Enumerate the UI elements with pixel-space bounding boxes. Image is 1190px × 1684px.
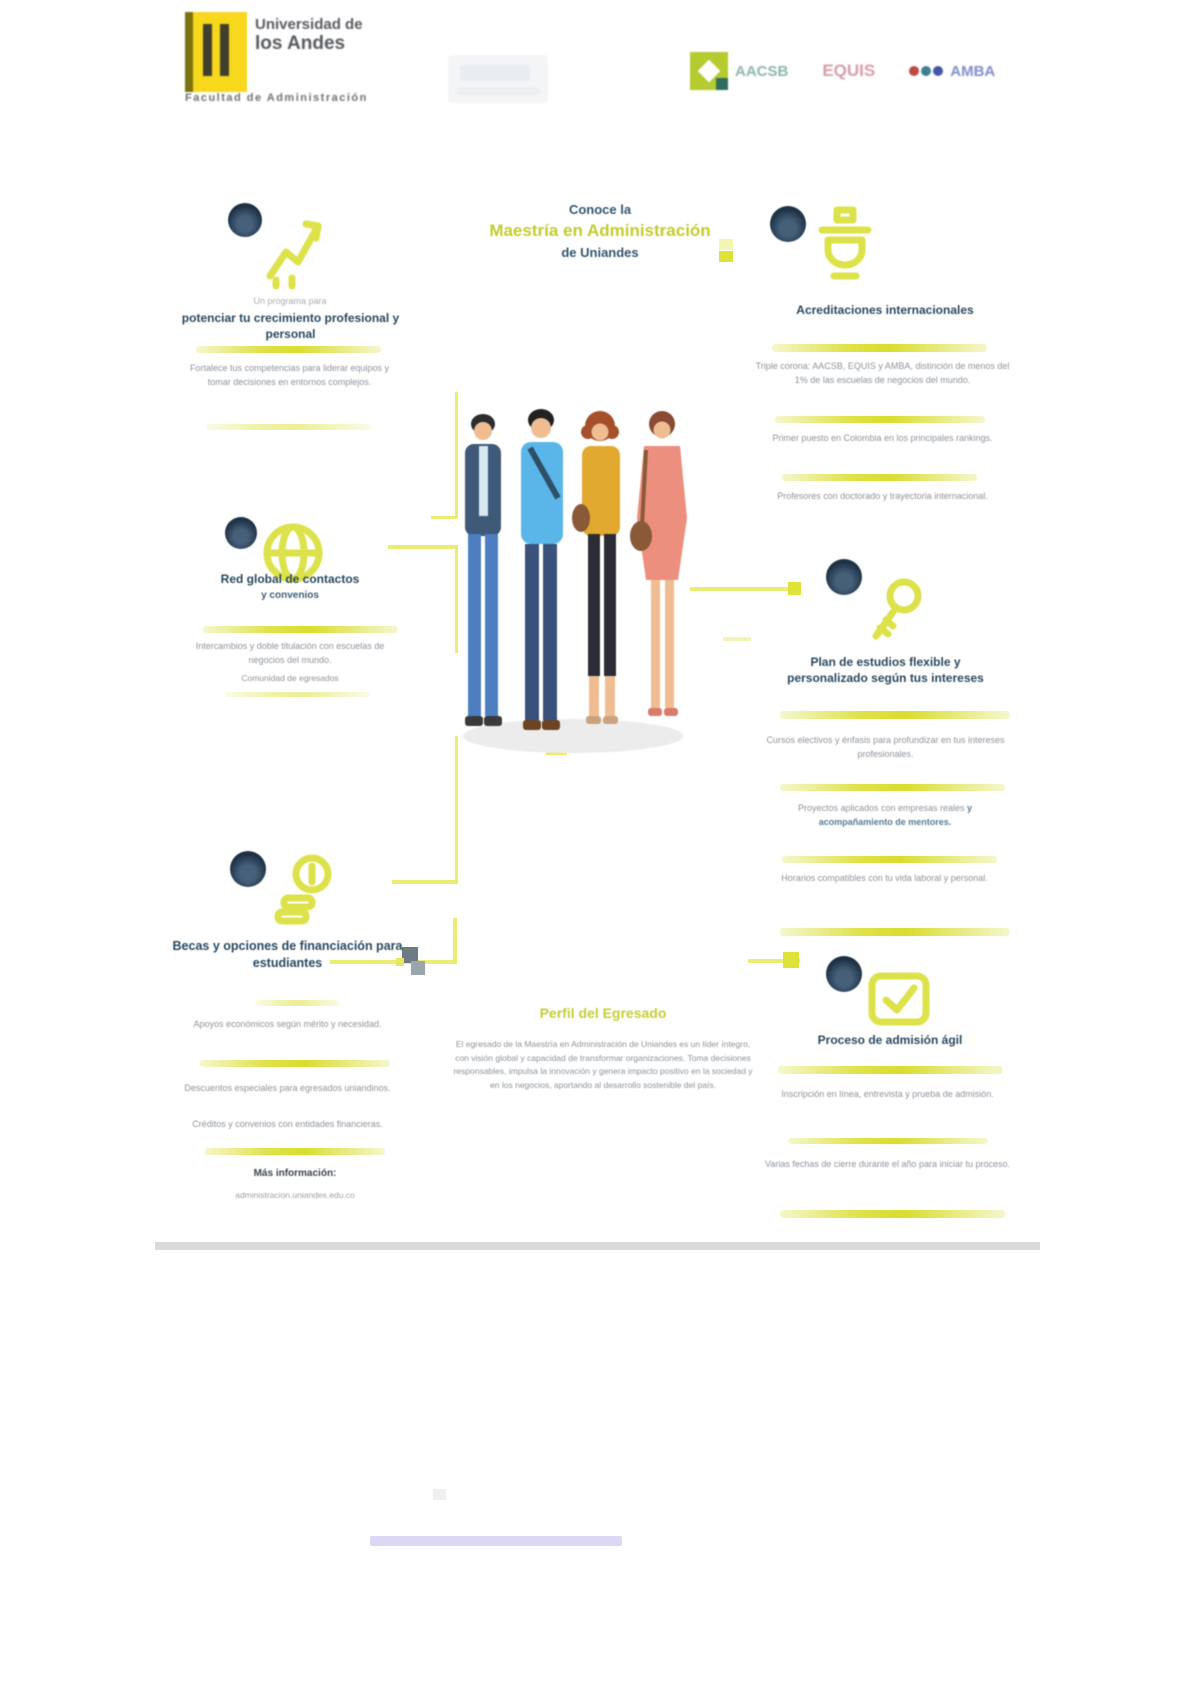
section-kicker: Un programa para: [253, 296, 327, 306]
more-info-url[interactable]: administracion.uniandes.edu.co: [235, 1190, 355, 1200]
section-body: Varias fechas de cierre durante el año para iniciar tu proceso.: [765, 1159, 1010, 1169]
coins-icon: [268, 850, 338, 928]
title-line1: Conoce la: [568, 202, 632, 217]
section-body: [760, 802, 1010, 829]
divider: [780, 928, 1010, 936]
divider: [780, 784, 1005, 791]
section-body: Horarios compatibles con tu vida laboral y personal.: [781, 873, 988, 883]
connector-line: [723, 637, 751, 641]
section-dot-icon: [230, 851, 266, 887]
section-subtitle: y convenios: [261, 590, 319, 601]
university-name: [255, 12, 363, 55]
amba-icon: [909, 66, 943, 76]
section-title: potenciar tu crecimiento profesional y personal: [181, 311, 400, 342]
divider: [775, 416, 985, 423]
section-body: Créditos y convenios con entidades financieras.: [192, 1119, 383, 1129]
checklist-icon: [866, 968, 934, 1030]
divider: [788, 1138, 988, 1144]
graduate-profile-heading: Perfil del Egresado: [539, 1005, 667, 1021]
uniandes-logo-mark: [185, 12, 247, 92]
section-body-highlight: y acompañamiento de mentores.: [818, 803, 973, 827]
aacsb-logo: [690, 52, 788, 90]
section-dot-icon: [770, 206, 806, 242]
section-body: Profesores con doctorado y trayectoria internacional.: [777, 491, 988, 501]
award-icon: [810, 204, 880, 296]
aacsb-icon: [690, 52, 728, 90]
divider: [255, 1000, 340, 1006]
connector-stub: [719, 251, 733, 262]
divider: [225, 692, 370, 697]
equis-label: EQUIS: [822, 61, 876, 80]
connector-line: [453, 918, 457, 962]
divider: [772, 344, 987, 352]
aacsb-label: AACSB: [735, 62, 789, 80]
graduate-profile-body: El egresado de la Maestría en Administración de Uniandes es un líder íntegro, con visión global y capacidad de transformar organizaciones. Toma decisiones responsables, impulsa la innovación y genera impacto positivo en la sociedad y en los negocios, aportando al desarrollo sostenible del país.: [453, 1039, 753, 1090]
section-title: Acreditaciones internacionales: [796, 303, 974, 317]
divider: [200, 1060, 390, 1067]
section-body: Inscripción en línea, entrevista y prueba de admisión.: [781, 1089, 994, 1099]
divider: [782, 856, 997, 863]
amba-logo: [909, 63, 995, 80]
growth-chart-icon: [262, 206, 328, 290]
faint-mark: [433, 1489, 446, 1500]
divider: [203, 626, 398, 633]
divider: [205, 1148, 385, 1155]
divider: [206, 424, 371, 430]
university-name-line1: Universidad de: [255, 16, 363, 33]
connector-stub: [719, 239, 733, 250]
section-body: Intercambios y doble titulación con escuelas de negocios del mundo.: [195, 641, 385, 665]
section-body: Comunidad de egresados: [241, 673, 339, 683]
footer-rule: [155, 1242, 1040, 1250]
uniandes-logo: [185, 12, 400, 92]
section-body: Fortalece tus competencias para liderar equipos y tomar decisiones en entornos complejos.: [189, 363, 390, 387]
section-body: Descuentos especiales para egresados uniandinos.: [184, 1083, 391, 1093]
amba-label: AMBA: [950, 62, 996, 80]
section-dot-icon: [225, 517, 257, 549]
more-info-label: Más información:: [253, 1168, 337, 1179]
equis-logo: [822, 61, 875, 81]
footer-link-bar[interactable]: [370, 1536, 622, 1546]
divider: [782, 474, 977, 481]
section-body: Cursos electivos y énfasis para profundizar en tus intereses profesionales.: [766, 735, 1005, 759]
connector-arrowhead: [788, 582, 801, 595]
section-title: Plan de estudios flexible y personalizado según tus intereses: [787, 655, 984, 686]
title-line3: de Uniandes: [561, 245, 639, 260]
section-dot-icon: [826, 956, 862, 992]
connector-arrowhead: [783, 952, 799, 968]
section-title: Red global de contactos: [220, 572, 360, 586]
divider: [780, 711, 1010, 719]
section-dot-icon: [228, 203, 262, 237]
section-body: Primer puesto en Colombia en los principales rankings.: [772, 433, 993, 443]
section-title: Proceso de admisión ágil: [817, 1033, 963, 1047]
divider: [780, 1210, 1005, 1218]
section-dot-icon: [826, 559, 862, 595]
university-name-line2: los Andes: [255, 33, 346, 55]
accreditation-logos: [690, 52, 995, 90]
title-line2: Maestría en Administración: [489, 221, 711, 240]
section-body-text: Proyectos aplicados con empresas reales: [797, 803, 965, 813]
section-title: Becas y opciones de financiación para estudiantes: [172, 939, 403, 970]
section-body: Apoyos económicos según mérito y necesidad.: [193, 1019, 382, 1029]
faculty-name: Facultad de Administración: [185, 92, 368, 104]
connector-line: [392, 880, 458, 884]
divider: [778, 1066, 1003, 1074]
divider: [196, 346, 381, 353]
key-icon: [862, 574, 926, 654]
ghost-logo: [448, 55, 548, 103]
section-body: Triple corona: AACSB, EQUIS y AMBA, distinción de menos del 1% de las escuelas de negocios del mundo.: [755, 361, 1010, 385]
students-illustration: [438, 398, 708, 758]
